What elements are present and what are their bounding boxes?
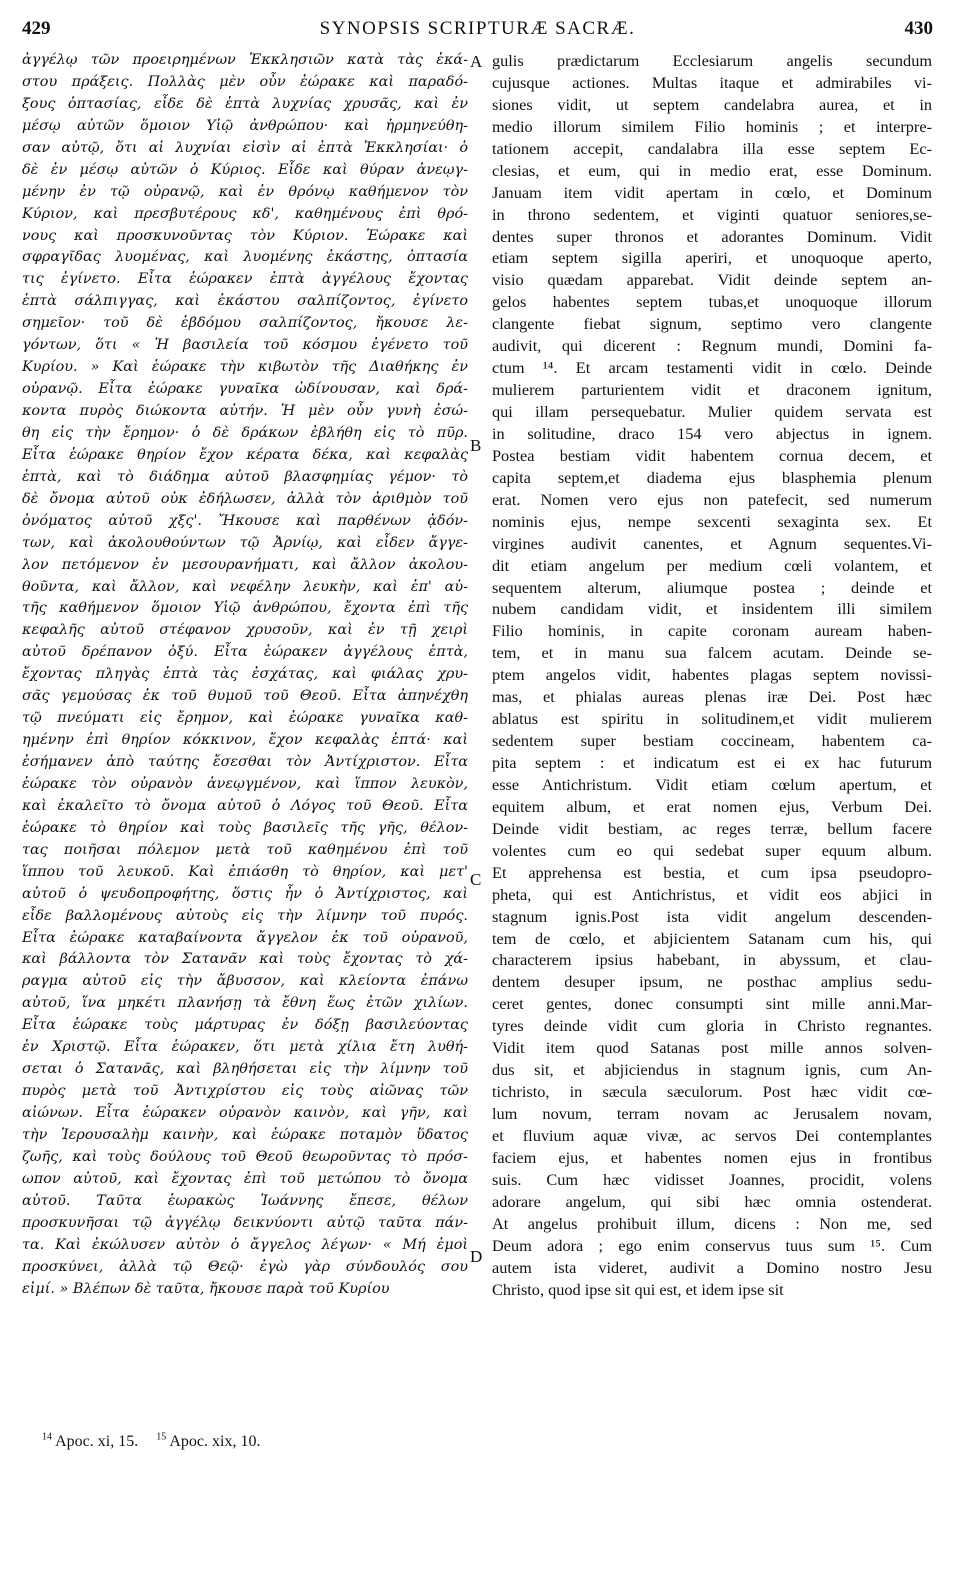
running-title: SYNOPSIS SCRIPTURÆ SACRÆ. [319,18,636,39]
greek-text-line: Εἶτα ἑώρακε τοὺς μάρτυρας ἐν δόξῃ βασιλεύοντας [22,1017,468,1034]
greek-text-line: των, καὶ ἀκολουθούντων τῷ Ἀρνίῳ, καὶ εἶδεν ἄγγε- [22,534,468,551]
greek-text-line: Κύριον, καὶ πρεσβυτέρους κδ', καθημένους ἐπὶ θρό- [22,205,468,222]
greek-text-line: ἐν Χριστῷ. Εἶτα ἑώρακεν, ὅτι μετὰ χίλια ἔτη λυθή- [22,1039,468,1056]
latin-text-line: At angelus prohibuit illum, dicens : Non me, sed [492,1213,932,1233]
greek-text-line: σαν αὐτῷ, ὅτι αἱ λυχνίαι εἰσὶν αἱ ἑπτὰ Ἐκκλησίαι· ὁ [22,139,468,156]
greek-text-line: σφραγῖδας λυομένας, καὶ λυομένης ἑκάστης, ὀπτασία [22,249,468,266]
greek-text-line: αἰώνων. Εἶτα ἑώρακεν οὐρανὸν καινὸν, καὶ γῆν, καὶ [22,1105,468,1121]
footnote [156,1433,260,1450]
latin-text-line: virgines audivit canentes, et Agnum sequentes.Vi- [492,533,932,553]
greek-text-line: αὐτοῦ ὁ ψευδοπροφήτης, ὅστις ἦν ὁ Ἀντίχριστος, καὶ [22,885,468,902]
latin-text-line: ceret gentes, donec consumpti sint mille anni.Mar- [492,994,932,1014]
latin-text-line: lum novum, terram novam ac Jerusalem novam, [492,1104,932,1123]
footnote-text: Apoc. xi, 15. [55,1433,139,1451]
page-number-right: 430 [904,18,933,39]
latin-text-line: stagnum ignis.Post ista vidit angelum descenden- [492,906,932,926]
greek-text-line: τὴν Ἱερουσαλὴμ καινὴν, καὶ ἑώρακε ποταμὸν ὕδατος [22,1126,468,1143]
latin-text-line: Filio hominis, in capite coronam auream haben- [492,621,932,641]
latin-text-line: sequentem alterum, aliumque postea ; deinde et [492,577,932,597]
latin-text-line: nominis ejus, nempe sexcenti sexaginta sex. Et [492,511,932,531]
greek-text-line: ὀνόματος αὐτοῦ χξς'. Ἤκουσε καὶ παρθένων ᾀδόν- [22,512,468,529]
greek-text-line: κοντα πυρὸς διώκοντα αὐτήν. Ἡ μὲν οὖν γυνὴ ἐσώ- [22,403,468,419]
footnote [42,1433,138,1450]
greek-text-line: Εἶτα ἑώρακε θηρίον ἔχον κέρατα δέκα, καὶ κεφαλὰς [22,446,468,463]
greek-text-line: ἑώρακε τὸν οὐρανὸν ἀνεῳγμένον, καὶ ἵππον λευκὸν, [22,775,468,792]
latin-text-line: suis. Cum hæc vidisset Joannes, procidit, volens [492,1169,932,1189]
greek-text-line: γόντων, ὅτι « Ἡ βασιλεία τοῦ κόσμου ἐγένετο τοῦ [22,337,468,354]
greek-text-line: τῆς καθήμενον ὅμοιον Υἱῷ ἀνθρώπου, ἔχοντα ἐπὶ τῆς [22,600,468,617]
footnote-number: 15 [156,1432,167,1443]
greek-text-line: ἀγγέλῳ τῶν προειρημένων Ἐκκλησιῶν κατὰ τὰς ἑκά- [22,52,468,68]
latin-text-line: ctum ¹⁴. Et arcam testamenti vidit in cœlo. Deinde [492,358,932,378]
greek-text-line: θη εἰς τὴν ἔρημον· ὁ δὲ δράκων ἐβλήθη εἰς τὸ πῦρ. [22,424,468,441]
section-marker-b: B [470,436,482,455]
latin-text-line: pita septem : et indicatum est ei ex hac futurum [492,753,932,772]
latin-text-line: audivit, qui dicerent : Regnum mundi, Domini fa- [492,336,932,356]
latin-text-line: erat. Nomen vero ejus non patefecit, sed numerum [492,489,932,509]
greek-text-line: καὶ ἐκαλεῖτο τὸ ὄνομα αὐτοῦ ὁ Λόγος τοῦ Θεοῦ. Εἶτα [22,797,468,814]
latin-text-line: volentes cum eo qui sedebat super equum album. [492,840,932,860]
latin-text-line: Et apprehensa est bestia, et cum ipsa pseudopro- [492,862,932,882]
greek-text-line: Κυρίου. » Καὶ ἑώρακε τὴν κιβωτὸν τῆς Διαθήκης ἐν [22,359,468,376]
latin-text-line: tem de cœlo, et abjicientem Satanam cum his, qui [492,928,932,948]
latin-text-line: et fluvium aquæ vivæ, ac servos Dei contemplantes [492,1125,932,1145]
greek-text-line: πυρὸς μετὰ τοῦ Ἀντιχρίστου εἰς τοὺς αἰῶνας τῶν [22,1083,468,1100]
latin-text-line: cujusque actiones. Multas itaque et admirabiles vi- [492,72,932,92]
latin-text-line: dus sit, et abjiciendus in stagnum ignis, cum An- [492,1060,932,1080]
latin-text-line: clesias, et eum, qui in medio erat, esse Dominum. [492,160,932,180]
greek-text-line: λον πετόμενον ἐν μεσουρανήματι, καὶ ἄλλον ἀκολου- [22,556,468,573]
greek-text-line: τῷ πνεύματι εἰς ἔρημον, καὶ ἑώρακε γυναῖκα καθ- [22,710,468,727]
latin-text-line: mulierem parturientem vidit et draconem ignitum, [492,380,932,400]
greek-text-line: ξους ὀπτασίας, εἶδε δὲ ἑπτὰ λυχνίας χρυσᾶς, καὶ ἐν [22,95,468,112]
latin-text-line: ptem angelos vidit, habentes plagas septem novissi- [492,665,932,685]
greek-text-line: ζωῆς, καὶ τοὺς δούλους τοῦ Θεοῦ θεωροῦντας τὸ πρόσ- [22,1148,468,1165]
latin-text-line: Vidit item quod Satanas post mille annos solven- [492,1038,932,1058]
greek-text-line: θοῦντα, καὶ ἄλλον, καὶ νεφέλην λευκὴν, καὶ ἐπ' αὐ- [22,578,468,595]
latin-text-line: esse Antichristum. Vidit etiam cœlum apertum, et [492,774,932,794]
latin-text-line: tyres deinde vidit cum gloria in Christo regnantes. [492,1016,932,1036]
latin-text-line: equitem album, et erat nomen ejus, Verbum Dei. [492,796,932,816]
latin-text-line: Postea bestiam vidit habentem cornua decem, et [492,445,932,465]
greek-text-line: σᾶς γεμούσας ἐκ τοῦ θυμοῦ τοῦ Θεοῦ. Εἶτα ἀπηνέχθη [22,688,468,705]
greek-text-line: αὐτοῦ. Ταῦτα ἑωρακὼς Ἰωάννης ἔπεσε, θέλων [22,1192,468,1209]
latin-text-line: characterem ipsius habebant, in abyssum, et clau- [492,950,932,970]
latin-text-line: pheta, qui est Antichristus, et vidit eos abjici in [492,884,932,904]
greek-text-line: οὐρανῷ. Εἶτα ἑώρακε γυναῖκα ὠδίνουσαν, καὶ δρά- [22,381,468,398]
latin-text-line: ablatus est spiritu in solitudinem,et vidit mulierem [492,709,932,729]
greek-text-line: σεται ὁ Σατανᾶς, καὶ βληθήσεται εἰς τὴν λίμνην τοῦ [22,1061,468,1078]
latin-text-line: visio quædam apparebat. Vidit deinde septem an- [492,270,932,290]
latin-text-line: qui illam persequebatur. Mulier quidem servata est [492,402,932,421]
greek-text-line: ἐσήμανεν ἀπὸ ταύτης ἔσεσθαι τὸν Ἀντίχριστον. Εἶτα [22,754,468,770]
latin-text-line: Christo, quod ipse sit qui est, et idem ipse sit [492,1279,784,1299]
greek-text-line: κεφαλῆς αὐτοῦ στέφανον χρυσοῦν, καὶ ἐν τῇ χειρὶ [22,622,468,639]
footnote-text: Apoc. xix, 10. [169,1433,261,1451]
greek-text-line: σημεῖον· τοῦ δὲ ἑβδόμου σαλπίζοντος, ἤκουσε λε- [22,315,468,332]
latin-text-line: siones vidit, ut septem candelabra aurea, et in [492,94,932,114]
latin-text-line: mas, et phialas aureas plenas iræ Dei. Post hæc [492,687,932,707]
latin-text-line: clangente fiebat signum, septimo vero clangente [492,314,932,334]
latin-text-line: dentem desuper ipsum, ne posthac amplius sedu- [492,972,932,992]
footnote-number: 14 [42,1432,52,1443]
greek-text-line: εἰμί. » Βλέπων δὲ ταῦτα, ἤκουσε παρὰ τοῦ Κυρίου [22,1280,390,1297]
greek-text-line: καὶ βάλλοντα τὸν Σατανᾶν καὶ τοὺς ἔχοντας τὸ χά- [22,951,468,968]
greek-text-line: μέσῳ αὐτῶν ὅμοιον Υἱῷ ἀνθρώπου· καὶ ἡρμηνεύθη- [22,117,468,134]
latin-text-column [492,50,932,1300]
latin-text-line: autem ista videret, audivit a Domino nostro Jesu [492,1257,932,1277]
latin-text-line: tichristo, in sæcula sæculorum. Post hæc vidit cœ- [492,1082,932,1102]
greek-text-line: ημένην ἐπὶ θηρίον κόκκινον, ἔχον κεφαλὰς ἑπτά· καὶ [22,732,468,749]
latin-text-line: Januam item vidit apertam in cœlo, et Dominum [492,182,932,202]
latin-text-line: adorare angelum, qui sibi hæc omnia ostenderat. [492,1191,932,1211]
footnotes [42,1432,260,1451]
greek-text-line: Εἶτα ἑώρακε καταβαίνοντα ἄγγελον ἐκ τοῦ οὐρανοῦ, [22,929,468,946]
latin-text-line: etiam septem sigilla aperiri, et unoquoque aperto, [492,248,932,268]
greek-text-line: μένην ἐν τῷ οὐρανῷ, καὶ ἐν θρόνῳ καθήμενον τὸν [22,183,468,200]
latin-text-line: tationem accepit, candalabra illa esse septem Ec- [492,138,932,158]
latin-text-line: medio illorum similem Filio hominis ; et interpre- [492,116,932,136]
latin-text-line: nubem candidam vidit, et insidentem illi similem [492,599,932,619]
greek-text-line: δὲ ἐν μέσῳ αὐτῶν ὁ Κύριος. Εἶδε καὶ θύραν ἀνεῳγ- [22,161,468,178]
section-marker-a: A [470,52,483,71]
latin-text-line: gelos habentes septem tubas,et unoquoque illorum [492,292,932,312]
latin-text-line: faciem ejus, et habentes nomen ejus in frontibus [492,1147,932,1167]
page-header [22,18,933,44]
greek-text-line: εἶδε βαλλομένους αὐτοὺς εἰς τὴν λίμνην τοῦ πυρός. [22,907,468,924]
latin-text-line: dentes super thronos et adorantes Dominum. Vidit [492,226,932,246]
latin-text-line: gulis prædictarum Ecclesiarum angelis secundum [492,51,932,70]
greek-text-line: προσκυνῆσαι τῷ ἀγγέλῳ δεικνύοντι αὐτῷ ταῦτα πάν- [22,1214,468,1231]
latin-text-line: in solitudine, draco 154 vero abjectus in ignem. [492,423,932,443]
greek-text-line: προσκύνει, ἀλλὰ τῷ Θεῷ· ἐγὼ γὰρ σύνδουλός σου [22,1258,468,1275]
greek-text-line: ἑπτὰ σάλπιγγας, καὶ ἑκάστου σαλπίζοντος, ἐγίνετο [22,293,468,310]
greek-text-line: νους καὶ προσκυνοῦντας τὸν Κύριον. Ἑώρακε καὶ [22,227,468,244]
greek-text-column [22,50,468,1300]
greek-text-line: ἵππου τοῦ λευκοῦ. Καὶ ἐπιάσθη τὸ θηρίον, καὶ μετ' [22,863,468,880]
greek-text-line: ἑώρακε τὸ θηρίον καὶ τοὺς βασιλεῖς τῆς γῆς, θέλον- [22,819,468,836]
greek-text-line: ραγμα αὐτοῦ εἰς τὴν ἄβυσσον, καὶ κλείοντα ἐπάνω [22,973,468,990]
greek-text-line: τα. Καὶ ἐκώλυσεν αὐτὸν ὁ ἄγγελος λέγων· « Μή ἐμοὶ [22,1236,468,1253]
page-number-left: 429 [22,18,51,39]
greek-text-line: ἑπτὰ, καὶ τὸ διάδημα αὐτοῦ βλασφημίας γέμον· τὸ [22,468,468,485]
greek-text-line: τις ἐγίνετο. Εἶτα ἑώρακεν ἑπτὰ ἀγγέλους ἔχοντας [22,271,468,288]
latin-text-line: capita septem,et diadema ejus blasphemia plenum [492,467,932,487]
greek-text-line: στου πράξεις. Πολλὰς μὲν οὖν ἑώρακε καὶ παραδό- [22,73,468,90]
latin-text-line: tem, et in manu sua falcem acutam. Deinde se- [492,643,932,663]
latin-text-line: Deum adora ; ego enim conservus tuus sum ¹⁵. Cum [492,1235,932,1255]
greek-text-line: αὐτοῦ, ἵνα μηκέτι πλανήσῃ τὰ ἔθνη ἕως ἐτῶν χιλίων. [22,995,468,1012]
latin-text-line: sedentem super bestiam coccineam, habentem ca- [492,731,932,751]
greek-text-line: δὲ ὄνομα αὐτοῦ οὐκ ἐδήλωσεν, ἀλλὰ τὸν ἀριθμὸν τοῦ [22,490,468,507]
section-marker-c: C [470,870,482,889]
greek-text-line: ωπον αὐτοῦ, καὶ ἔχοντας ἐπὶ τοῦ μετώπου τὸ ὄνομα [22,1170,468,1187]
latin-text-line: dit etiam angelum per medium cœli volantem, et [492,555,932,575]
latin-text-line: Deinde vidit bestiam, ac reges terræ, bellum facere [492,818,932,838]
section-marker-d: D [470,1247,483,1266]
greek-text-line: αὐτοῦ δρέπανον ὀξύ. Εἶτα ἑώρακεν ἀγγέλους ἑπτὰ, [22,644,468,661]
greek-text-line: ἔχοντας πληγὰς ἑπτὰ τὰς ἐσχάτας, καὶ φιάλας χρυ- [22,666,468,683]
latin-text-line: in throno sedentem, et viginti quatuor seniores,se- [492,204,932,224]
greek-text-line: τας ποιῆσαι πόλεμον μετὰ τοῦ καθημένου ἐπὶ τοῦ [22,841,468,858]
